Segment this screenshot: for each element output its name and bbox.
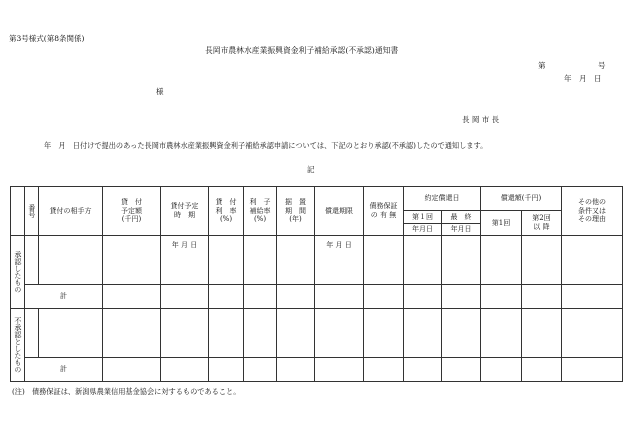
body-text: 年 月 日付けで提出のあった長岡市農林水産業振興資金利子補給承認申請については、下記のとおり承認(不承認)したので通知します。 xyxy=(44,141,488,150)
blank-corner-cell xyxy=(11,187,25,236)
cell xyxy=(39,309,103,358)
cell xyxy=(161,285,209,309)
loan-table xyxy=(10,186,623,382)
header-guarantee: 債務保証 の 有 無 xyxy=(364,187,404,236)
approved-section-label: 承認したもの xyxy=(11,236,25,309)
cell xyxy=(161,358,209,382)
cell xyxy=(244,358,277,382)
cell xyxy=(442,358,481,382)
addressee-suffix: 様 xyxy=(156,87,164,96)
cell xyxy=(522,358,562,382)
cell xyxy=(209,236,244,285)
cell xyxy=(25,309,39,358)
cell xyxy=(442,285,481,309)
ki-label: 記 xyxy=(307,165,315,174)
cell xyxy=(277,358,315,382)
cell xyxy=(522,285,562,309)
header-subsidy-rate: 利 子 補給率 (%) xyxy=(244,187,277,236)
cell xyxy=(562,285,623,309)
cell xyxy=(315,358,364,382)
header-loan-amount: 貸 付 予定額 (千円) xyxy=(103,187,161,236)
cell xyxy=(244,236,277,285)
header-number: 番号 xyxy=(25,187,39,236)
approved-loan-period: 年 月 日 xyxy=(161,236,209,285)
doc-number-suffix: 号 xyxy=(598,61,606,70)
cell xyxy=(277,236,315,285)
cell xyxy=(277,309,315,358)
header-first-time: 第１回 xyxy=(404,211,442,224)
cell xyxy=(364,236,404,285)
header-grace-period: 据 置 期 間 (年) xyxy=(277,187,315,236)
cell xyxy=(562,358,623,382)
cell xyxy=(364,285,404,309)
cell xyxy=(481,309,522,358)
cell xyxy=(404,285,442,309)
cell xyxy=(442,309,481,358)
cell xyxy=(481,285,522,309)
cell xyxy=(404,236,442,285)
cell xyxy=(209,285,244,309)
cell xyxy=(364,358,404,382)
header-other-conditions: その他の 条件又は その理由 xyxy=(562,187,623,236)
header-first-amount: 第1回 xyxy=(481,211,522,236)
cell xyxy=(103,309,161,358)
header-ymd-final: 年月日 xyxy=(442,224,481,236)
footnote: (注) 債務保証は、新潟県農業信用基金協会に対するものであること。 xyxy=(12,387,241,396)
cell xyxy=(481,358,522,382)
cell xyxy=(522,236,562,285)
cell xyxy=(161,309,209,358)
document-title: 長岡市農林水産業振興資金利子補給承認(不承認)通知書 xyxy=(205,46,399,55)
header-ymd-first: 年月日 xyxy=(404,224,442,236)
cell xyxy=(404,358,442,382)
cell xyxy=(315,309,364,358)
cell xyxy=(481,236,522,285)
header-loan-rate: 貸 付 利 率 (%) xyxy=(209,187,244,236)
cell xyxy=(522,309,562,358)
cell xyxy=(562,309,623,358)
cell xyxy=(442,236,481,285)
date-line: 年 月 日 xyxy=(564,74,602,83)
cell xyxy=(244,309,277,358)
cell xyxy=(39,236,103,285)
rejected-section-label: 不承認としたもの xyxy=(11,309,25,382)
cell xyxy=(562,236,623,285)
cell xyxy=(103,285,161,309)
header-second-after: 第2回 以 降 xyxy=(522,211,562,236)
cell xyxy=(209,358,244,382)
approved-repayment-period: 年 月 日 xyxy=(315,236,364,285)
header-repayment-period: 償還期限 xyxy=(315,187,364,236)
cell xyxy=(103,358,161,382)
cell xyxy=(404,309,442,358)
cell xyxy=(364,309,404,358)
approved-total-label: 計 xyxy=(25,285,103,309)
cell xyxy=(25,236,39,285)
header-repayment-date-group: 約定償還日 xyxy=(404,187,481,211)
doc-number-label: 第 xyxy=(538,61,546,70)
cell xyxy=(244,285,277,309)
rejected-total-label: 計 xyxy=(25,358,103,382)
cell xyxy=(277,285,315,309)
cell xyxy=(103,236,161,285)
cell xyxy=(315,285,364,309)
form-number: 第3号様式(第8条関係) xyxy=(9,34,85,43)
header-final: 最 終 xyxy=(442,211,481,224)
header-repayment-amount-group: 償還額(千円) xyxy=(481,187,562,211)
header-lender: 貸付の相手方 xyxy=(39,187,103,236)
header-loan-period: 貸付予定 時 期 xyxy=(161,187,209,236)
issuer: 長 岡 市 長 xyxy=(462,115,500,124)
cell xyxy=(209,309,244,358)
